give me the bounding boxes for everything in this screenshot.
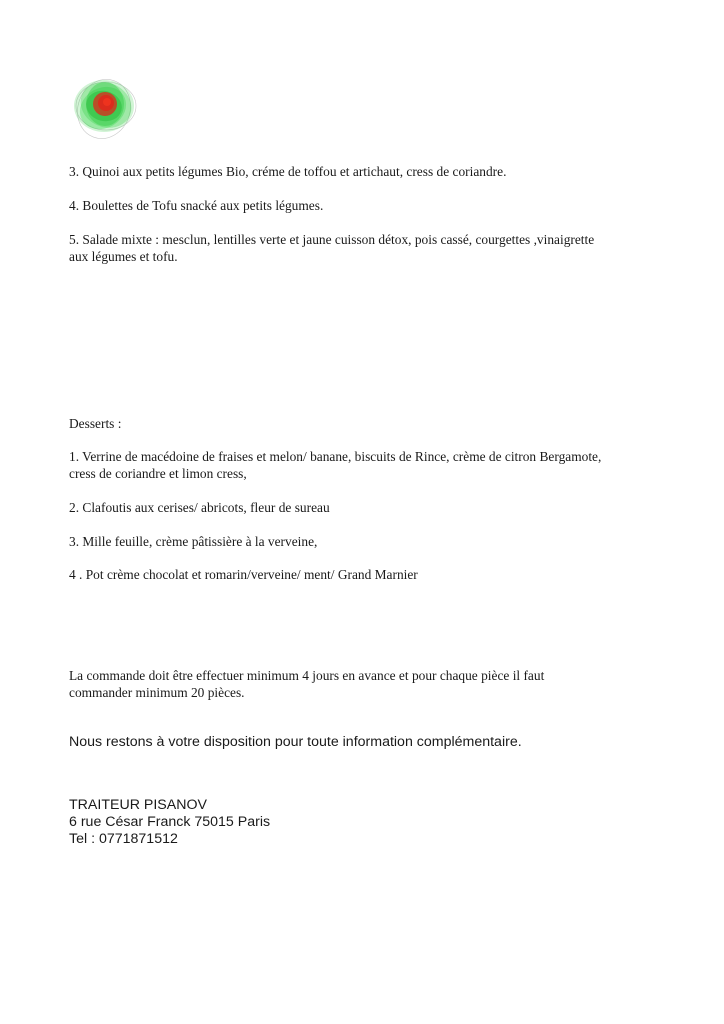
signature-address: 6 rue César Franck 75015 Paris — [69, 814, 271, 830]
order-note-line-2: commander minimum 20 pièces. — [69, 684, 245, 700]
menu-item-quinoa: 3. Quinoi aux petits légumes Bio, créme de toffou et artichaut, cress de coriandre. — [69, 164, 507, 179]
flower-logo-icon — [70, 72, 142, 144]
dessert-item-mille-feuille: 3. Mille feuille, crème pâtissière à la verveine, — [69, 534, 318, 549]
signature-name: TRAITEUR PISANOV — [69, 797, 207, 813]
dessert-item-verrine-line-1: 1. Verrine de macédoine de fraises et melon/ banane, biscuits de Rince, crème de citron Bergamote, — [69, 449, 602, 464]
dessert-item-verrine-line-2: cress de coriandre et limon cress, — [69, 465, 247, 481]
signature — [69, 797, 659, 848]
menu-item-mixed-salad — [69, 232, 659, 265]
menu-item-mixed-salad-line-2: aux légumes et tofu. — [69, 248, 178, 264]
menu-item-mixed-salad-line-1: 5. Salade mixte : mesclun, lentilles verte et jaune cuisson détox, pois cassé, courgettes ,vinaigrette — [69, 232, 595, 247]
signature-phone: Tel : 0771871512 — [69, 831, 178, 847]
menu-item-tofu-balls: 4. Boulettes de Tofu snacké aux petits légumes. — [69, 198, 324, 213]
order-note — [69, 668, 659, 701]
contact-note: Nous restons à votre disposition pour toute information complémentaire. — [69, 734, 522, 750]
dessert-item-verrine — [69, 449, 659, 482]
desserts-heading: Desserts : — [69, 416, 122, 431]
order-note-line-1: La commande doit être effectuer minimum 4 jours en avance et pour chaque pièce il faut — [69, 668, 545, 683]
dessert-item-clafoutis: 2. Clafoutis aux cerises/ abricots, fleur de sureau — [69, 500, 330, 515]
dessert-item-pot-creme: 4 . Pot crème chocolat et romarin/verveine/ ment/ Grand Marnier — [69, 567, 418, 582]
